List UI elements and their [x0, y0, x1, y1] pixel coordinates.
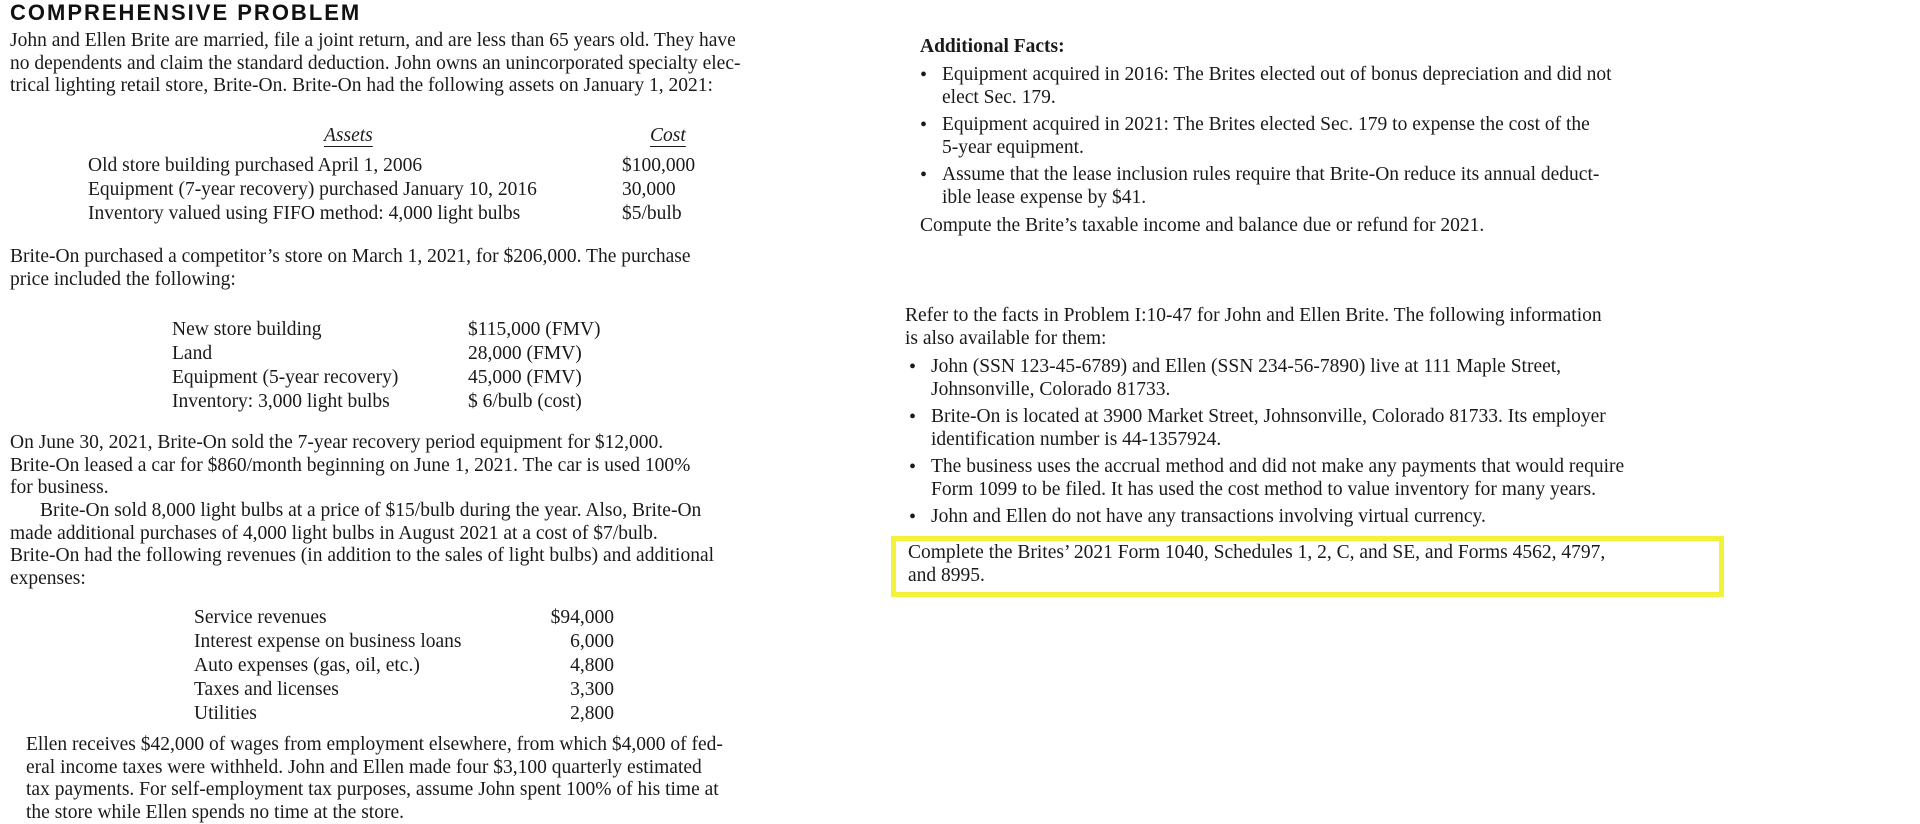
refer-line: is also available for them: [905, 327, 1107, 349]
intro-line: John and Ellen Brite are married, file a joint return, and are less than 65 years old. They have [10, 30, 736, 51]
list-item [920, 164, 1690, 209]
revenue-item: Service revenues [194, 607, 327, 628]
refer-line: Refer to the facts in Problem I:10-47 for John and Ellen Brite. The following information [905, 305, 1602, 326]
list-item [920, 64, 1690, 109]
asset-name: Old store building purchased April 1, 2006 [88, 155, 423, 176]
sale-line: for business. [10, 477, 109, 498]
revenue-value: 3,300 [570, 679, 614, 700]
asset-cost: $5/bulb [622, 203, 682, 224]
bullet-line: • The business uses the accrual method and did not make any payments that would require [931, 456, 1625, 477]
purchase-value: $ 6/bulb (cost) [468, 391, 582, 412]
sale-line: On June 30, 2021, Brite-On sold the 7-year recovery period equipment for $12,000. [10, 432, 664, 453]
revenue-item: Auto expenses (gas, oil, etc.) [194, 655, 420, 676]
table-row [88, 154, 728, 178]
purchase-line: price included the following: [10, 268, 236, 290]
task-line: and 8995. [908, 564, 985, 586]
table-row [172, 318, 652, 342]
list-item [909, 406, 1689, 451]
cost-header: Cost [650, 125, 686, 146]
bullet-line: elect Sec. 179. [942, 86, 1056, 108]
additional-facts-list [920, 64, 1690, 214]
asset-cost: 30,000 [622, 179, 676, 200]
purchase-line: Brite-On purchased a competitor’s store on March 1, 2021, for $206,000. The purchase [10, 246, 691, 267]
intro-paragraph [10, 30, 790, 98]
bullet-line: identification number is 44-1357924. [931, 428, 1222, 450]
purchase-value: $115,000 (FMV) [468, 319, 601, 340]
purchase-table [172, 318, 652, 414]
bulbs-line: made additional purchases of 4,000 light bulbs in August 2021 at a cost of $7/bulb. [10, 522, 658, 544]
ellen-line: eral income taxes were withheld. John and Ellen made four $3,100 quarterly estimated [26, 756, 702, 778]
ellen-line: the store while Ellen spends no time at the store. [26, 801, 404, 823]
assets-table [88, 124, 728, 226]
purchase-item: Equipment (5-year recovery) [172, 367, 399, 388]
bullet-line: • John and Ellen do not have any transactions involving virtual currency. [931, 506, 1486, 527]
table-row [194, 630, 614, 654]
asset-name: Equipment (7-year recovery) purchased January 10, 2016 [88, 179, 537, 200]
table-row [194, 654, 614, 678]
task-paragraph [908, 542, 1708, 587]
purchase-value: 45,000 (FMV) [468, 367, 582, 388]
problem-heading: COMPREHENSIVE PROBLEM [10, 0, 362, 25]
task-line: Complete the Brites’ 2021 Form 1040, Schedules 1, 2, C, and SE, and Forms 4562, 4797, [908, 542, 1606, 563]
ellen-line: Ellen receives $42,000 of wages from employment elsewhere, from which $4,000 of fed- [26, 734, 723, 755]
revenue-value: $94,000 [550, 607, 614, 628]
purchase-item: New store building [172, 319, 322, 340]
list-item [920, 114, 1690, 159]
bullet-line: • Assume that the lease inclusion rules require that Brite-On reduce its annual deduct- [942, 164, 1600, 185]
refer-paragraph [905, 305, 1695, 350]
bullet-line: Form 1099 to be filed. It has used the cost method to value inventory for many years. [931, 478, 1597, 500]
table-row [194, 702, 614, 726]
intro-line: no dependents and claim the standard deduction. John owns an unincorporated specialty elec- [10, 52, 741, 74]
list-item [909, 506, 1689, 529]
purchase-value: 28,000 (FMV) [468, 343, 582, 364]
ellen-line: tax payments. For self-employment tax purposes, assume John spent 100% of his time at [26, 779, 719, 800]
bullet-line: 5-year equipment. [942, 136, 1084, 158]
revenue-value: 2,800 [570, 703, 614, 724]
table-row [172, 366, 652, 390]
intro-line: trical lighting retail store, Brite-On. Brite-On had the following assets on January 1, 2021: [10, 75, 713, 96]
bulbs-line: Brite-On sold 8,000 light bulbs at a price of $15/bulb during the year. Also, Brite-On [40, 500, 702, 521]
table-row [88, 178, 728, 202]
asset-name: Inventory valued using FIFO method: 4,000 light bulbs [88, 203, 521, 224]
bullet-line: • Equipment acquired in 2016: The Brites elected out of bonus depreciation and did not [942, 64, 1612, 85]
bullet-line: • Equipment acquired in 2021: The Brites elected Sec. 179 to expense the cost of the [942, 114, 1590, 135]
list-item [909, 356, 1689, 401]
table-row [194, 606, 614, 630]
purchase-paragraph [10, 246, 790, 291]
bulbs-line: Brite-On had the following revenues (in addition to the sales of light bulbs) and additional [10, 545, 715, 566]
bullet-line: ible lease expense by $41. [942, 186, 1147, 208]
table-row [172, 342, 652, 366]
bullet-line: • John (SSN 123-45-6789) and Ellen (SSN 234-56-7890) live at 111 Maple Street, [931, 356, 1562, 377]
sale-paragraph [10, 432, 790, 500]
table-row [88, 202, 728, 226]
revenue-value: 4,800 [570, 655, 614, 676]
revenue-table [194, 606, 614, 726]
compute-instruction: Compute the Brite’s taxable income and balance due or refund for 2021. [920, 215, 1485, 236]
ellen-paragraph [26, 734, 806, 824]
revenue-item: Utilities [194, 703, 257, 724]
revenue-item: Taxes and licenses [194, 679, 339, 700]
assets-header: Assets [324, 125, 373, 146]
asset-cost: $100,000 [622, 155, 696, 176]
info-list [909, 356, 1689, 534]
purchase-item: Inventory: 3,000 light bulbs [172, 391, 390, 412]
bulbs-paragraph [10, 500, 790, 590]
sale-line: Brite-On leased a car for $860/month beginning on June 1, 2021. The car is used 100% [10, 454, 691, 476]
table-row [194, 678, 614, 702]
additional-facts-title: Additional Facts: [920, 36, 1065, 57]
bulbs-line: expenses: [10, 567, 86, 589]
list-item [909, 456, 1689, 501]
table-row [172, 390, 652, 414]
revenue-item: Interest expense on business loans [194, 631, 462, 652]
purchase-item: Land [172, 343, 213, 364]
bullet-line: Johnsonville, Colorado 81733. [931, 378, 1171, 400]
bullet-line: • Brite-On is located at 3900 Market Street, Johnsonville, Colorado 81733. Its employer [931, 406, 1606, 427]
revenue-value: 6,000 [570, 631, 614, 652]
